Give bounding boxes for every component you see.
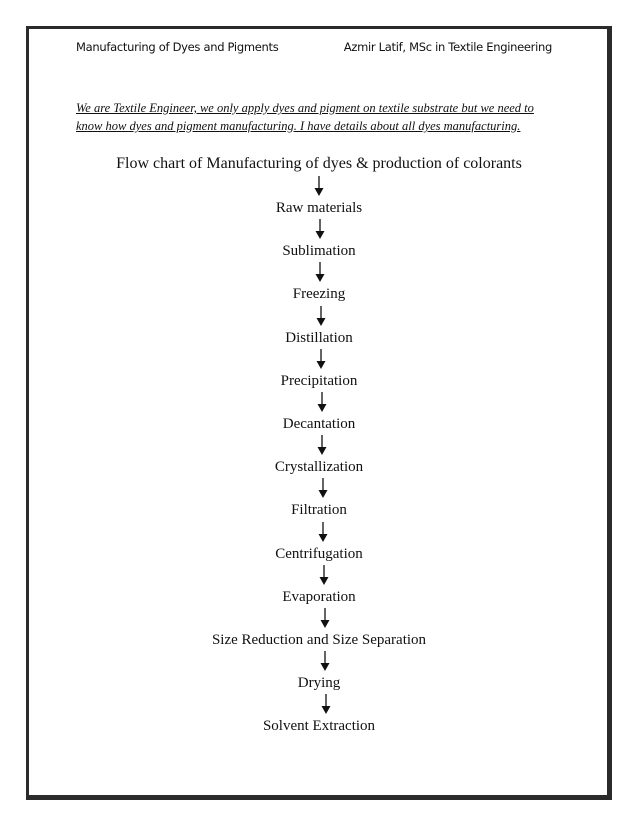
arrow-down-icon xyxy=(314,262,326,282)
intro-paragraph xyxy=(76,99,556,135)
arrow-down-icon xyxy=(317,522,329,542)
arrow-down-icon xyxy=(319,608,331,628)
flowchart-step: Decantation xyxy=(282,416,356,432)
arrow-down-icon xyxy=(319,651,331,671)
flowchart-step: Crystallization xyxy=(274,459,364,476)
flowchart-step: Sublimation xyxy=(282,243,356,260)
arrow-down-icon xyxy=(316,435,328,455)
flowchart-step: Solvent Extraction xyxy=(262,718,376,735)
flowchart-step: Drying xyxy=(297,675,341,692)
flowchart-step: Distillation xyxy=(285,329,353,346)
arrow-down-icon xyxy=(315,306,327,326)
arrow-down-icon xyxy=(318,565,330,585)
flowchart-step: Centrifugation xyxy=(275,545,363,562)
flowchart-title: Flow chart of Manufacturing of dyes & production of colorants xyxy=(116,155,522,172)
arrow-down-icon xyxy=(315,349,327,369)
flowchart-step: Raw materials xyxy=(275,200,363,216)
intro-line-1: We are Textile Engineer, we only apply dyes and pigment on textile substrate but we need to xyxy=(76,101,534,115)
flowchart-step: Size Reduction and Size Separation xyxy=(211,632,427,648)
arrow-down-icon xyxy=(314,219,326,239)
arrow-down-icon xyxy=(316,392,328,412)
arrow-down-icon xyxy=(317,478,329,498)
flowchart-step: Evaporation xyxy=(282,588,356,605)
arrow-down-icon xyxy=(313,176,325,196)
flowchart-step: Precipitation xyxy=(280,372,358,389)
flowchart-step: Filtration xyxy=(291,502,347,519)
header-document-title: Manufacturing of Dyes and Pigments xyxy=(76,40,279,54)
intro-line-2: know how dyes and pigment manufacturing. I have details about all dyes manufacturing. xyxy=(76,119,521,133)
arrow-down-icon xyxy=(320,694,332,714)
header-author: Azmir Latif, MSc in Textile Engineering xyxy=(343,40,552,54)
flowchart-step: Freezing xyxy=(292,286,346,303)
